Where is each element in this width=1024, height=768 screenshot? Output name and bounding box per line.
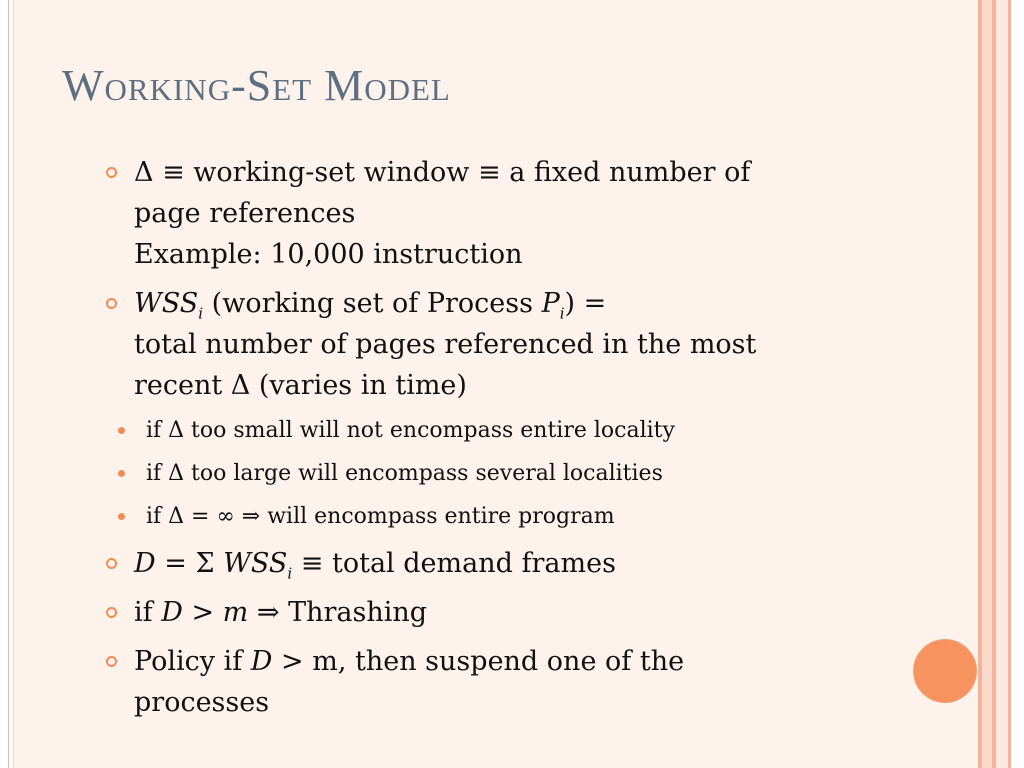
sub-bullet-item <box>106 457 866 491</box>
text-run: ⇒ Thrashing <box>248 597 428 628</box>
sub-bullet-text: if Δ too large will encompass several localities <box>146 461 663 486</box>
decor-circle <box>914 640 976 702</box>
text-run: Policy if <box>134 646 251 677</box>
bullet-text <box>134 592 866 633</box>
bullet-text <box>134 283 866 324</box>
bullet-item <box>106 283 866 406</box>
d-symbol: D <box>250 646 273 677</box>
bullet-item <box>106 592 866 633</box>
decor-stripe <box>982 0 992 768</box>
bullet-text: Example: 10,000 instruction <box>134 239 523 270</box>
text-run: > m, then suspend one of the <box>272 646 685 677</box>
text-run: if <box>134 597 162 628</box>
bullet-text: recent Δ (varies in time) <box>134 370 467 401</box>
decor-stripe <box>1011 0 1024 768</box>
bullet-icon <box>106 298 117 309</box>
sub-bullet-icon <box>118 470 125 477</box>
subscript: i <box>198 304 204 323</box>
bullet-item <box>106 152 866 275</box>
bullet-text <box>134 641 866 682</box>
bullet-item <box>106 641 866 723</box>
sub-bullet-item <box>106 500 866 534</box>
sub-bullet-item <box>106 414 866 448</box>
wss-symbol: WSS <box>223 548 288 579</box>
decor-stripe <box>996 0 1008 768</box>
bullet-icon <box>106 558 117 569</box>
subscript: i <box>287 564 293 583</box>
sub-bullet-text: if Δ = ∞ ⇒ will encompass entire program <box>146 504 615 529</box>
bullet-icon <box>106 607 117 618</box>
bullet-text: Δ ≡ working-set window ≡ a fixed number of <box>134 157 751 188</box>
text-run: = Σ <box>155 548 224 579</box>
bullet-list <box>106 152 866 731</box>
sub-bullet-icon <box>118 427 125 434</box>
d-symbol: D <box>134 548 156 579</box>
sub-bullet-text: if Δ too small will not encompass entire locality <box>146 418 675 443</box>
text-run: ) = <box>564 288 607 319</box>
bullet-icon <box>106 167 117 178</box>
d-symbol: D <box>161 597 183 628</box>
text-run: (working set of Process <box>203 288 542 319</box>
bullet-text <box>134 543 866 584</box>
text-run: ≡ total demand frames <box>292 548 616 579</box>
wss-symbol: WSS <box>134 288 199 319</box>
bullet-text: total number of pages referenced in the most <box>134 329 757 360</box>
bullet-text: page references <box>134 198 356 229</box>
slide-title: Working-Set Model <box>62 61 451 110</box>
m-symbol: m <box>222 597 249 628</box>
text-run: > <box>182 597 223 628</box>
bullet-item <box>106 543 866 584</box>
sub-bullet-icon <box>118 513 125 520</box>
process-symbol: P <box>541 288 560 319</box>
subscript: i <box>559 304 565 323</box>
bullet-icon <box>106 656 117 667</box>
bullet-text: processes <box>134 687 270 718</box>
